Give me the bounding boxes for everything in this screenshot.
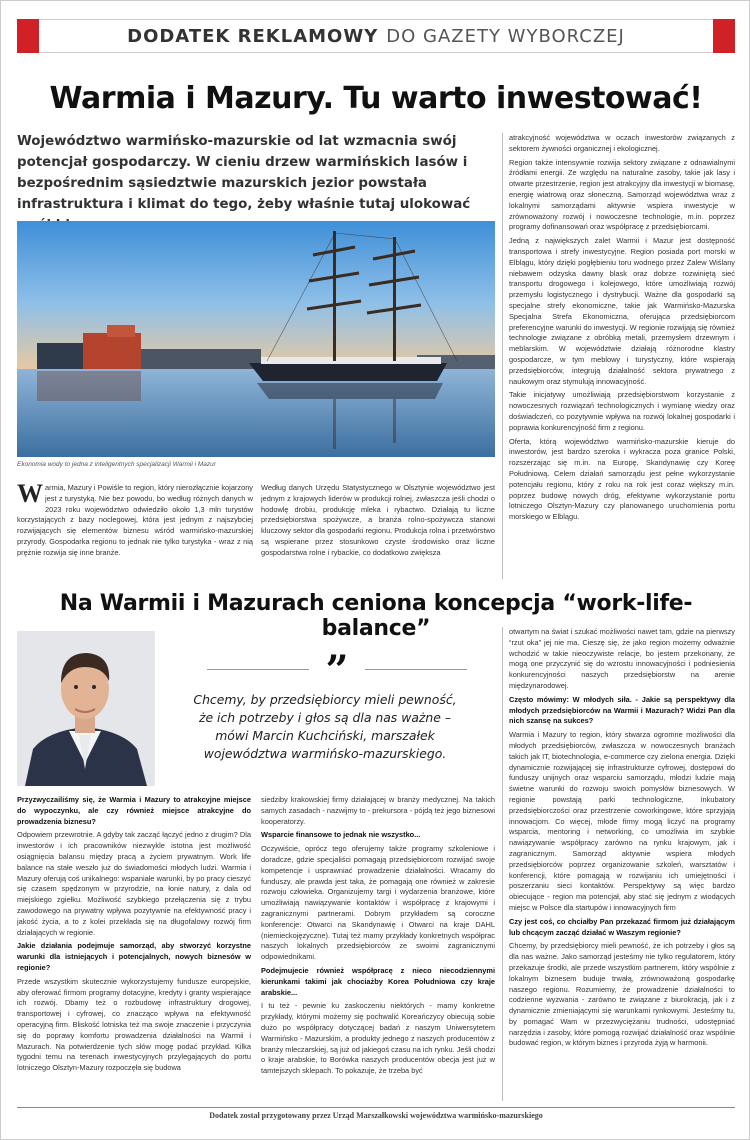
marshal-portrait-image (17, 631, 155, 786)
interview-answer: I tu też - pewnie ku zaskoczeniu niektórych - mamy konkretne przykłady, którymi możemy się pochwalić Koreańczycy obiecują sobie dużo po współpracy dotyczącej badań z naszym Uniwersytetem Warmińsko - Mazurskim, a produkty jednego z naszych producentów z branży mleczarskiej, są już od jakiegoś czasu na ich rynku. Jeśli chodzi o kraje arabskie, to Borówka naszych producentów obecja jest już w tamtejszych sklepach. To pokazuje, że trzeba być (261, 1001, 495, 1076)
interview-answer: siedziby krakowskiej firmy działającej w branży medycznej. Na takich samych zasadach - nazwijmy to - prekursora - pójdą też jego biznesowi kooperatorzy. (261, 795, 495, 826)
pull-quote: Chcemy, by przedsiębiorcy mieli pewność, że ich potrzeby i głos są dla nas ważne – mówi Marcin Kuchciński, marszałek województwa warmińsko-mazurskiego. (193, 692, 457, 761)
article-paragraph: Region także intensywnie rozwija sektory związane z odnawialnymi źródłami energii. Ze względu na naturalne zasoby, takie jak lasy i otwarte przestrzenie, region jest atrakcyjny dla inwestycji w biomasę, energię wiatrową oraz słoneczną. Samorząd województwa wraz z lokalnymi samorządami aktywnie wspiera inwestycje w zrównoważony rozwój i nowoczesne technologie, m.in. poprzez programy dofinansowań oraz współpracę z przedsiębiorcami. (509, 157, 735, 232)
article-paragraph: Oferta, którą województwo warmińsko-mazurskie kieruje do inwestorów, jest bardzo szeroka i wykracza poza granice Polski, rozszerzając się m.in. na Europę, Skandynawię czy Koreę Południową. Celem działań samorządu jest pełne wykorzystanie potencjału regionu, który z roku na rok jest coraz większy m.in. poprzez budowę nowych dróg, efektywne wykorzystanie portu lotniczego Olsztyn-Mazury czy planowanego uruchomienia portu morskiego w Elblągu. (509, 436, 735, 522)
banner-red-block-right (713, 19, 735, 53)
article-paragraph: Jedną z największych zalet Warmii i Mazur jest dostępność transportowa i strefy inwestycyjne. Region posiada port morski w Elblągu, który dzięki pogłębieniu toru wodnego przez Zalew Wiślany niebawem odzyska dawny blask oraz dobrze rozwiniętą sieć transportu drogowego i kolejowego, które umożliwiają rozwój przemysłu logistycznego i dystrybucji. Ważne dla gospodarki są specjalne strefy ekonomiczne, takie jak Warmińsko-Mazurska Specjalna Strefa Ekonomiczna, oferująca przedsiębiorcom preferencyjne warunki do inwestycji. W regionie rozwijają się również technologie związane z obróbką metali, przemysłem drzewnym i meblarskim. W województwie działają różnorodne klastry gospodarcze, w tym meblowy i turystyczny, które wspierają przedsiębiorców, integrują działalność sektora prywatnego z naukowym oraz stymulują innowacyjność. (509, 236, 735, 386)
article-paragraph: Takie inicjatywy umożliwiają przedsiębiorstwom korzystanie z nowoczesnych rozwiązań technologicznych i wymianę wiedzy oraz doświadczeń, co pozytywnie wpływa na rozwój lokalnej gospodarki i poprawia konkurencyjność firm z regionu. (509, 390, 735, 432)
section-subtitle: Na Warmii i Mazurach ceniona koncepcja “work-life-balance” (59, 591, 693, 641)
interview-answer: Chcemy, by przedsiębiorcy mieli pewność, że ich potrzeby i głos są dla nas ważne. Jako samorząd jesteśmy nie tylko regulatorem, który przekazuje środki, ale przede wszystkim partnerem, który wspólnie z lokalnym biznesem buduje trwałą, zrównoważoną gospodarkę naszego regionu. Rozumiemy, że prowadzenie działalności to codzienne wyzwania - zarówno te związane z biurokracją, jak i z dynamicznie zmieniającymi się warunkami rynkowymi. Jesteśmy tu, by pomagać Wam w przezwyciężaniu trudności, udostępniać narzędzia i zasoby, które pomogą rozwijać działalność oraz wspólnie budować region, w którym biznes i przyroda żyją w harmonii. (509, 941, 735, 1048)
interview-answer: Odpowiem przewrotnie. A gdyby tak zacząć łączyć jedno z drugim? Dla inwestorów i ich pracowników niezwykle istotna jest możliwość osiągnięcia balansu między pracą a życiem prywatnym. Work life balance na stałe weszło już do świadomości młodych ludzi. Warmia i Mazury oferują coś unikalnego: wspaniałe warunki, by po pracy cieszyć się czasem spędzonym w przyrodzie, na łonie natury, z dala od miejskiego zgiełku. Możliwość szybkiego przełączenia się z trybu zawodowego na prywatny wpływa pozytywnie na efektywność pracy i jakość życia, a to z kolei przekłada się na długofalowy rozwój firm działających w regionie. (17, 830, 251, 937)
article-paragraph: atrakcyjność województwa w oczach inwestorów związanych z sektorem żywności organicznej i ekologicznej. (509, 133, 735, 153)
interview-column-1 (17, 795, 251, 1101)
harbour-photo (17, 221, 495, 457)
quote-mark-icon: ” (325, 647, 349, 694)
article-column-2-text: Według danych Urzędu Statystycznego w Olsztynie województwo jest jednym z krajowych liderów w produkcji rolnej, zwłaszcza jeśli chodzi o hodowlę drobiu, produkcję mleka i rybactwo. Działają tu liczne przedsiębiorstwa spożywcze, a branża rolno-spożywcza stanowi kluczowy sektor dla gospodarki regionu. Produkcja rolna i przetwórstwo są wspierane przez stosunkowo czyste środowisko oraz liczne gospodarstwa rolne i rybackie, co dodatkowo zwiększa (261, 483, 495, 557)
banner-red-block-left (17, 19, 39, 53)
page-title: Warmia i Mazury. Tu warto inwestować! (49, 81, 703, 116)
interview-question: Wsparcie finansowe to jednak nie wszystko... (261, 830, 421, 840)
footer-credit: Dodatek został przygotowany przez Urząd Marszałkowski województwa warmińsko-mazurskiego (209, 1111, 543, 1120)
interview-question: Często mówimy: W młodych siła. - Jakie są perspektywy dla młodych przedsiębiorców na Warmii i Mazurach? Widzi Pan dla nich szansę na sukces? (509, 694, 735, 726)
quote-rule-left (207, 669, 309, 670)
quote-rule-right (365, 669, 467, 670)
article-column-1-text: armia, Mazury i Powiśle to region, który nierozłącznie kojarzony jest z turystyką. Nie bez powodu, bo według różnych danych w 2023 roku województwo odwiedziło około 1,3 mln turystów korzystających z bazy noclegowej, która jest jednym z najszybciej rozwijających się elementów biznesu wśród warmińsko-mazurskiej przyrody. Gospodarka regionu to jednak nie tylko turystyka - wraz z nią prężnie rozwija się inne branże. (17, 483, 253, 557)
article-column-3 (509, 133, 735, 579)
banner-rest: DO GAZETY WYBORCZEJ (386, 25, 625, 47)
column-divider (502, 133, 503, 579)
column-divider (502, 627, 503, 1101)
article-column-2 (261, 483, 495, 579)
photo-caption: Ekonomia wody to jedna z inteligentnych specjalizacji Warmii i Mazur (17, 461, 216, 468)
interview-column-2 (261, 795, 495, 1101)
banner-text (39, 19, 713, 53)
interview-answer: Oczywiście, oprócz tego oferujemy także programy szkoleniowe i doradcze, gdzie specjaliści pomagają przedsiębiorcom rozwijać swoje kompetencje i usprawniać prowadzenie działalności. Wracamy do funduszy, ale prawda jest taka, że pomagają one również w zakresie rozwoju człowieka. Organizujemy targi i wydarzenia branżowe, które umożliwiają nawiązywanie kontaktów i współpracę z krajowymi i zagranicznymi partnerami. Dobrym przykładem są coroczne konferencje: Otwarci na Skandynawię i Otwarci na kraje DAHL (niemieckojęzyczne). Tutaj też mamy przykłady konkretnych współprac naszych lokalnych przedsiębiorców ze swoimi zagranicznymi odpowiednikami. (261, 844, 495, 962)
interview-question: Przyzwyczailiśmy się, że Warmia i Mazury to atrakcyjne miejsce do wypoczynku, ale czy również miejsce atrakcyjne do prowadzenia biznesu? (17, 795, 251, 826)
interview-question: Jakie działania podejmuje samorząd, aby stworzyć korzystne warunki dla istniejących i potencjalnych, nowych biznesów w regionie? (17, 941, 251, 972)
interview-question: Czy jest coś, co chciałby Pan przekazać firmom już działającym lub chcącym zacząć działać w Waszym regionie? (509, 916, 735, 937)
interview-column-3 (509, 627, 735, 1101)
banner-bold: DODATEK REKLAMOWY (127, 25, 379, 47)
interview-answer: Warmia i Mazury to region, który stwarza ogromne możliwości dla młodych przedsiębiorców, zwłaszcza w nowoczesnych branżach takich jak IT, biotechnologia, e-commerce czy zielona energia. Dzięki dynamicznie rozwijającej się infrastrukturze cyfrowej, dostępowi do funduszy unijnych oraz wsparciu samorządu, młodzi ludzie mają świetne warunki do rozwoju swoich pomysłów biznesowych. W regionie powstają parki technologiczne, inkubatory przedsiębiorczości oraz przestrzenie coworkingowe, które sprzyjają innowacjom. Co więcej, młode firmy mogą liczyć na programy wsparcia, mentoring i networking, co umożliwia im szybkie nawiązywanie współpracy zarówno na rynku krajowym, jak i zagranicznym. Samorząd aktywnie wspiera młodych przedsiębiorców poprzez organizowanie szkoleń, warsztatów i konferencji, które pomagają w rozwijaniu ich umiejętności i poszerzaniu sieci kontaktów. Perspektywy są więc bardzo obiecujące - region ma potencjał, aby stać się jednym z wiodących miejsc w Polsce dla startupów i innowacyjnych firm (509, 730, 735, 912)
portrait-photo (17, 631, 155, 786)
supplement-banner (17, 19, 735, 53)
interview-question: Podejmujecie również współpracę z nieco niecodziennymi kierunkami takimi jak chociażby Korea Południowa czy kraje arabskie... (261, 965, 495, 997)
footer-rule (17, 1107, 735, 1108)
drop-cap: W (17, 483, 43, 508)
tall-ship-image (17, 221, 495, 457)
interview-answer: Przede wszystkim skutecznie wykorzystujemy fundusze europejskie, aby oferować firmom programy dotacyjne, kredyty i granty wspierające ich rozwój. Dbamy też o rozbudowę infrastruktury drogowej, transportowej i cyfrowej, co znacząco wpływa na efektywność operacyjną firm. Bliskość lotniska też ma swoje znaczenie i przyczynia się do poprawy komfortu prowadzenia działalności na Warmii i Mazurach. Na potwierdzenie tych słów mogę podać przykład. Kilka tygodni temu na terenach inwestycyjnych przylegających do portu lotniczego Olsztyn-Mazury rozpoczęła się budowa (17, 976, 251, 1073)
article-column-1 (17, 483, 253, 579)
interview-answer: otwartym na świat i szukać możliwości nawet tam, gdzie na pierwszy “rzut oka” jej nie ma. Cieszę się, że jako region możemy odważnie wchodzić w takie nieoczywiste relacje, bo jestem przekonany, że mogą one przyczynić się do wzrostu innowacyjności i podniesienia konkurencyjności naszych przedsiębiorstw na arenie międzynarodowej. (509, 627, 735, 690)
lead-paragraph: Województwo warmińsko-mazurskie od lat wzmacnia swój potencjał gospodarczy. W cieniu drzew warmińskich lasów i bezpośrednim sąsiedztwie mazurskich jezior powstała infrastruktura i klimat do tego, żeby właśnie tutaj ulokować (17, 134, 471, 212)
